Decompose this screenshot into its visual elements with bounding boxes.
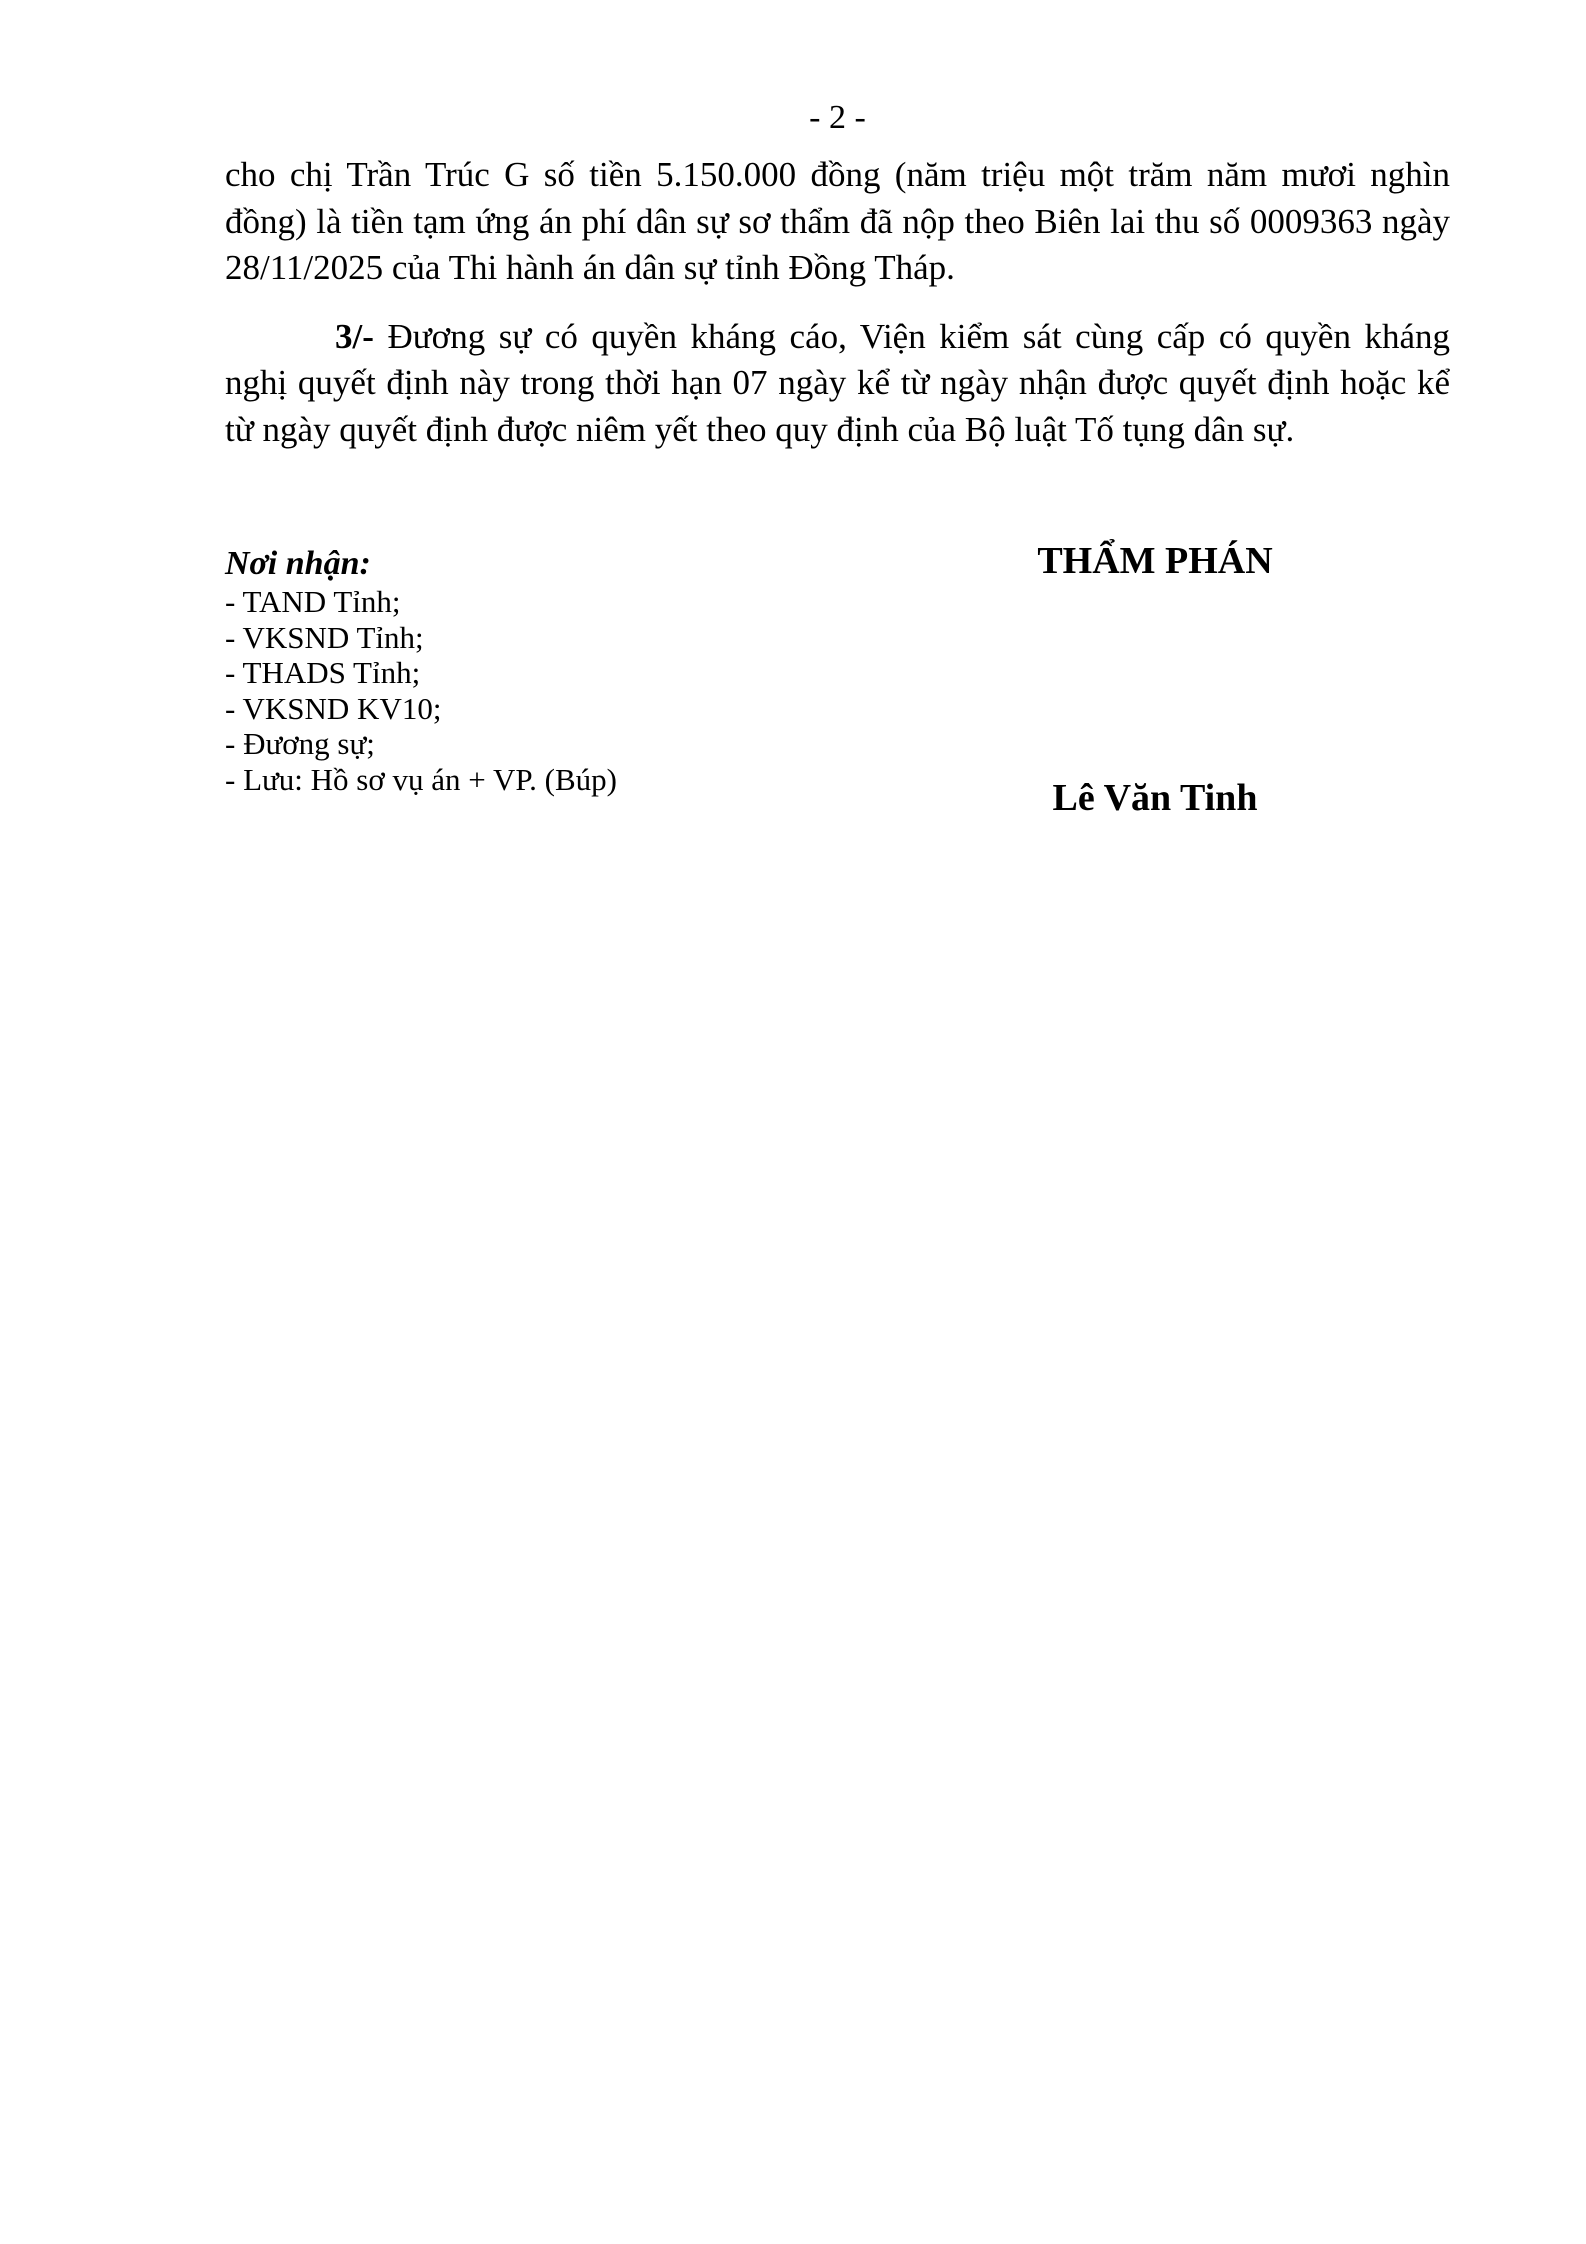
clause-text: Đương sự có quyền kháng cáo, Viện kiểm sát cùng cấp có quyền kháng nghị quyết định này trong thời hạn 07 ngày kể từ ngày nhận được quyết định hoặc kể từ ngày quyết định được niêm yết theo quy định của Bộ luật Tố tụng dân sự. (225, 316, 1451, 449)
recipient-item: - Đương sự; (225, 726, 375, 761)
document-body (225, 152, 1450, 453)
recipient-item: - THADS Tỉnh; (225, 655, 421, 690)
paragraph-clause-3 (225, 314, 1450, 454)
recipients-heading: Nơi nhận: (225, 545, 371, 582)
signer-name: Lê Văn Tinh (1052, 777, 1258, 819)
recipient-item: - VKSND Tỉnh; (225, 619, 424, 655)
signature-block (950, 536, 1360, 823)
recipient-item: - TAND Tỉnh; (225, 584, 401, 619)
recipient-item: - Lưu: Hồ sơ vụ án + VP. (Búp) (225, 761, 617, 797)
clause-number: 3/- (335, 316, 374, 356)
paragraph-continuation: cho chị Trần Trúc G số tiền 5.150.000 đồng (năm triệu một trăm năm mươi nghìn đồng) là tiền tạm ứng án phí dân sự sơ thẩm đã nộp theo Biên lai thu số 0009363 ngày 28/11/2025 của Thi hành án dân sự tỉnh Đồng Tháp. (225, 155, 1450, 287)
recipients-block (225, 544, 705, 797)
signer-title: THẨM PHÁN (1037, 540, 1273, 582)
recipient-item: - VKSND KV10; (225, 690, 442, 726)
page-number: - 2 - (809, 99, 866, 136)
